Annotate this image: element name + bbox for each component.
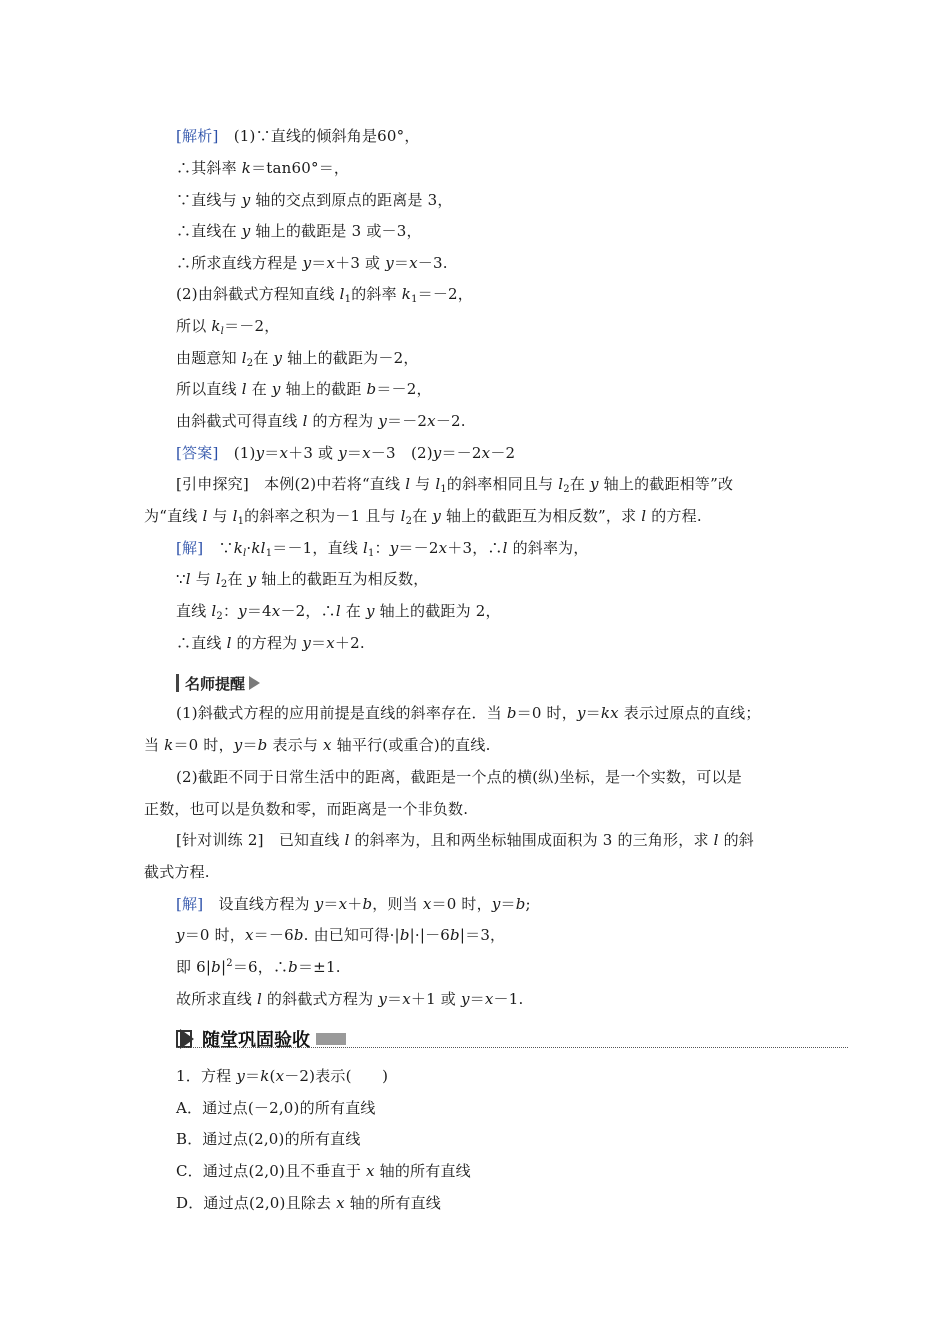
- option-b: B．通过点(2,0)的所有直线: [176, 1130, 361, 1148]
- extension-line-2: 为“直线 l 与 $l_1$的斜率之积为－1 且与 $l_2$在 y 轴上的截距互为相反数”，求 l 的方程.: [144, 507, 702, 527]
- section-title: 随堂巩固验收: [202, 1030, 310, 1051]
- tip-line-4: 正数，也可以是负数和零，而距离是一个非负数.: [144, 800, 469, 818]
- tip-bar-icon: [176, 674, 179, 692]
- section-bar: [316, 1033, 346, 1045]
- solution2-line-4: ∴直线 l 的方程为 y＝x＋2.: [176, 634, 365, 652]
- tip-line-1: (1)斜截式方程的应用前提是直线的斜率存在．当 b＝0 时，y＝kx 表示过原点的直线；: [176, 704, 761, 722]
- play-arrow-icon: [249, 676, 260, 690]
- solution-line-1: [解析] (1)∵直线的倾斜角是60°，: [176, 127, 420, 145]
- answer-line: [答案] (1)y＝x＋3 或 y＝x－3 (2)y＝－2x－2: [176, 444, 516, 462]
- solution2-line-1: [解] $\because k_l\cdot kl_1=-1$，直线 $l_1$：y＝－2x＋3，∴l 的斜率为，: [176, 539, 589, 559]
- solution3-line-2: y＝0 时，x＝－6b. 由已知可得·|b|·|－6b|＝3，: [176, 926, 506, 944]
- solution-line-6: (2)由斜截式方程知直线 $l_1$的斜率 $k_1=-2$，: [176, 285, 473, 305]
- solution3-line-3: 即 $6|b|^2=6$，∴b＝±1.: [176, 958, 341, 976]
- tip-line-2: 当 k＝0 时，y＝b 表示与 x 轴平行(或重合)的直线.: [144, 736, 491, 754]
- option-a: A．通过点(－2,0)的所有直线: [176, 1099, 376, 1117]
- analysis-tag: [解析]: [176, 127, 219, 145]
- option-d: D．通过点(2,0)且除去 x 轴的所有直线: [176, 1194, 441, 1212]
- solution-line-4: ∴直线在 y 轴上的截距是 3 或－3，: [176, 222, 422, 240]
- solution2-line-3: 直线 $l_2$：y＝4x－2，∴l 在 y 轴上的截距为 2，: [176, 602, 501, 622]
- tip-line-3: (2)截距不同于日常生活中的距离，截距是一个点的横(纵)坐标，是一个实数，可以是: [176, 768, 742, 786]
- solution-line-2: ∴其斜率 k＝tan60°＝，: [176, 159, 350, 177]
- answer-tag: [答案]: [176, 444, 219, 462]
- teacher-tip-header: [176, 672, 260, 694]
- solution-line-8: 由题意知 $l_2$在 y 轴上的截距为－2，: [176, 349, 419, 369]
- extension-line-1: [引申探究] 本例(2)中若将“直线 l 与 $l_1$的斜率相同且与 $l_2$在 y 轴上的截距相等”改: [176, 475, 734, 495]
- solution3-tag: [解]: [176, 895, 204, 913]
- solution-line-7: 所以 $k_l=-2$，: [176, 317, 280, 337]
- solution-line-9: 所以直线 l 在 y 轴上的截距 b＝－2，: [176, 380, 432, 398]
- training-line-1: [针对训练 2] 已知直线 l 的斜率为，且和两坐标轴围成面积为 3 的三角形，求 l 的斜: [176, 831, 754, 849]
- question-stem: 1．方程 y＝k(x－2)表示( ): [176, 1067, 389, 1085]
- solution2-line-2: ∵l 与 $l_2$在 y 轴上的截距互为相反数，: [176, 570, 429, 590]
- tip-title: 名师提醒: [185, 674, 246, 693]
- section-divider: [176, 1047, 848, 1048]
- solution3-line-1: [解] 设直线方程为 y＝x＋b，则当 x＝0 时，y＝b;: [176, 895, 531, 913]
- solution3-line-4: 故所求直线 l 的斜截式方程为 y＝x＋1 或 y＝x－1.: [176, 990, 524, 1008]
- solution-line-5: ∴所求直线方程是 y＝x＋3 或 y＝x－3.: [176, 254, 448, 272]
- training-line-2: 截式方程.: [144, 863, 210, 881]
- solution2-tag: [解]: [176, 539, 204, 557]
- solution-line-10: 由斜截式可得直线 l 的方程为 y＝－2x－2.: [176, 412, 466, 430]
- solution-line-3: ∵直线与 y 轴的交点到原点的距离是 3，: [176, 191, 453, 209]
- option-c: C．通过点(2,0)且不垂直于 x 轴的所有直线: [176, 1162, 471, 1180]
